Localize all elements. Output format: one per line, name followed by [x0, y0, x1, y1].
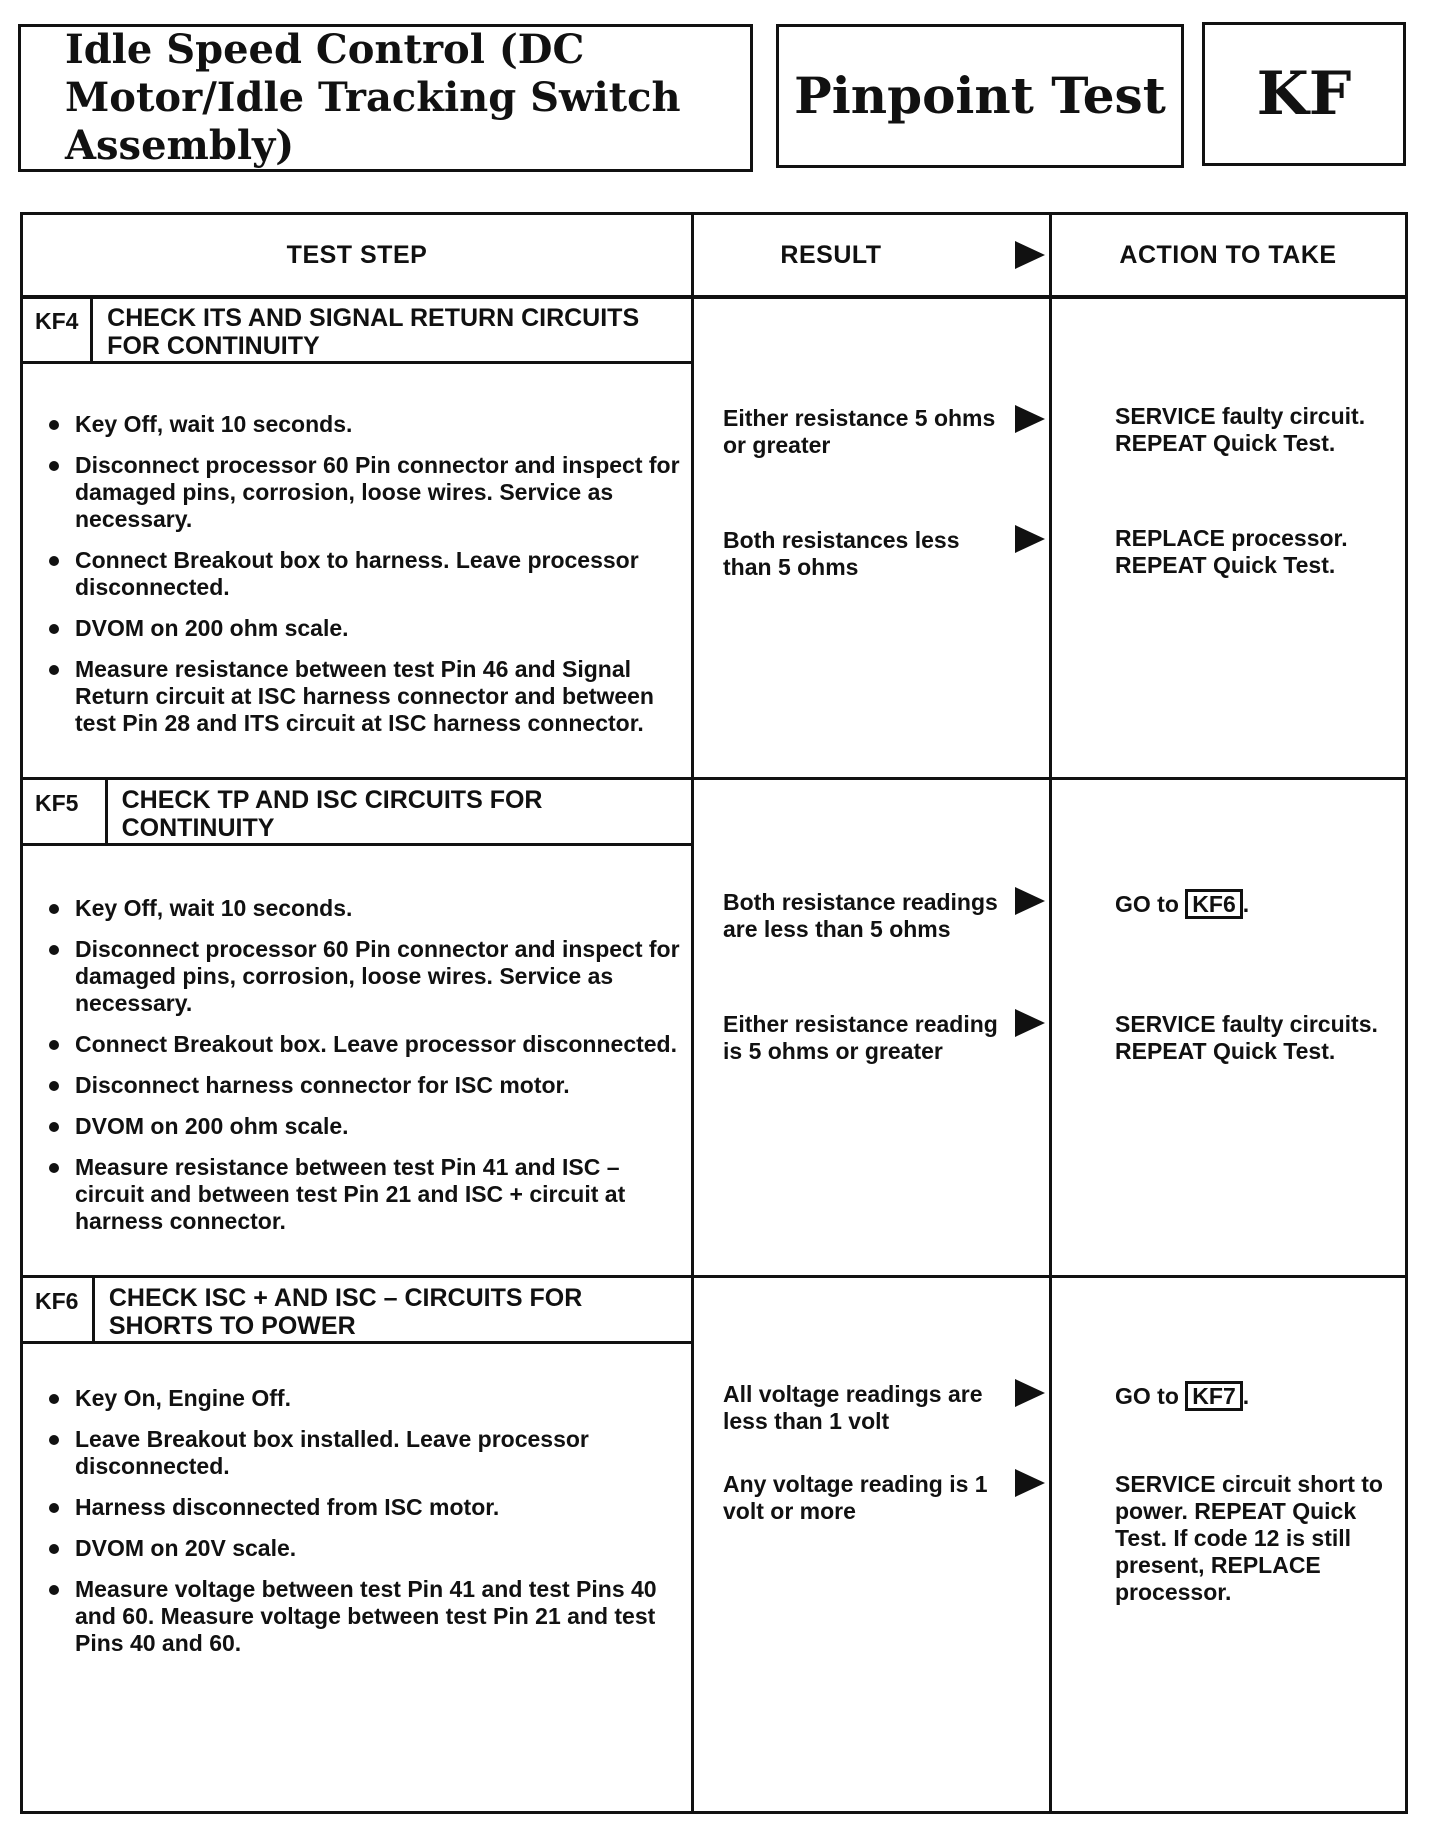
action-text: SERVICE circuit short to power. REPEAT Quick Test. If code 12 is still present, REPLACE processor. [1115, 1471, 1383, 1605]
instruction-item: Disconnect processor 60 Pin connector and inspect for damaged pins, corrosion, loose wires. Service as necessary. [45, 936, 681, 1017]
step-title: CHECK ISC + AND ISC – CIRCUITS FOR SHORTS TO POWER [108, 1284, 583, 1340]
step-title: CHECK TP AND ISC CIRCUITS FOR CONTINUITY [121, 786, 543, 842]
step-instructions-kf4 [45, 411, 681, 751]
arrow-icon [1015, 525, 1045, 553]
column-header-action: ACTION TO TAKE [1119, 240, 1337, 269]
column-header-result: RESULT [780, 240, 882, 269]
action-prefix: GO to [1115, 1383, 1179, 1409]
action-suffix: . [1242, 891, 1250, 917]
step-header-kf5 [23, 780, 691, 846]
instruction-item: Connect Breakout box. Leave processor disconnected. [45, 1031, 681, 1058]
action-prefix: GO to [1115, 891, 1179, 917]
pinpoint-test-label: Pinpoint Test [776, 24, 1184, 168]
test-table [20, 212, 1408, 1814]
arrow-icon [1015, 1009, 1045, 1037]
instruction-item: Key On, Engine Off. [45, 1385, 681, 1412]
instruction-item: Disconnect harness connector for ISC motor. [45, 1072, 681, 1099]
column-divider [1049, 215, 1052, 1811]
arrow-icon [1015, 1379, 1045, 1407]
result-text: Any voltage reading is 1 volt or more [723, 1471, 988, 1524]
instruction-item: Key Off, wait 10 seconds. [45, 411, 681, 438]
instruction-item: Disconnect processor 60 Pin connector and inspect for damaged pins, corrosion, loose wires. Service as necessary. [45, 452, 681, 533]
arrow-icon [1015, 887, 1045, 915]
action-text: SERVICE faulty circuit. REPEAT Quick Test. [1115, 403, 1366, 456]
action-go-to [1115, 889, 1405, 919]
action-go-to [1115, 1381, 1405, 1411]
header-arrow-icon [1015, 241, 1045, 269]
instruction-item: Connect Breakout box to harness. Leave processor disconnected. [45, 547, 681, 601]
step-header-kf6 [23, 1278, 691, 1344]
step-ref-kf7[interactable]: KF7 [1185, 1381, 1242, 1411]
result-text: All voltage readings are less than 1 volt [723, 1381, 983, 1434]
step-id: KF6 [23, 1278, 95, 1341]
step-header-kf4 [23, 298, 691, 364]
test-code: KF [1202, 22, 1406, 166]
result-text: Either resistance reading is 5 ohms or greater [723, 1011, 998, 1064]
instruction-item: DVOM on 20V scale. [45, 1535, 681, 1562]
result-text: Both resistance readings are less than 5 ohms [723, 889, 998, 942]
step-id: KF5 [23, 780, 108, 843]
action-suffix: . [1242, 1383, 1250, 1409]
instruction-item: Harness disconnected from ISC motor. [45, 1494, 681, 1521]
instruction-item: Measure resistance between test Pin 41 and ISC – circuit and between test Pin 21 and ISC + circuit at harness connector. [45, 1154, 681, 1235]
instruction-item: DVOM on 200 ohm scale. [45, 1113, 681, 1140]
result-text: Either resistance 5 ohms or greater [723, 405, 996, 458]
instruction-item: DVOM on 200 ohm scale. [45, 615, 681, 642]
instruction-item: Leave Breakout box installed. Leave processor disconnected. [45, 1426, 681, 1480]
action-text: SERVICE faulty circuits. REPEAT Quick Test. [1115, 1011, 1378, 1064]
step-instructions-kf5 [45, 895, 681, 1249]
step-id: KF4 [23, 298, 93, 361]
document-title: Idle Speed Control (DC Motor/Idle Tracking Switch Assembly) [18, 24, 753, 172]
step-title: CHECK ITS AND SIGNAL RETURN CIRCUITS FOR CONTINUITY [107, 304, 640, 360]
column-header-test-step: TEST STEP [286, 240, 428, 269]
step-instructions-kf6 [45, 1385, 681, 1671]
result-text: Both resistances less than 5 ohms [723, 527, 960, 580]
arrow-icon [1015, 405, 1045, 433]
instruction-item: Key Off, wait 10 seconds. [45, 895, 681, 922]
step-ref-kf6[interactable]: KF6 [1185, 889, 1242, 919]
instruction-item: Measure resistance between test Pin 46 and Signal Return circuit at ISC harness connector and between test Pin 28 and ITS circuit at ISC harness connector. [45, 656, 681, 737]
instruction-item: Measure voltage between test Pin 41 and test Pins 40 and 60. Measure voltage between test Pin 21 and test Pins 40 and 60. [45, 1576, 681, 1657]
arrow-icon [1015, 1469, 1045, 1497]
action-text: REPLACE processor. REPEAT Quick Test. [1115, 525, 1348, 578]
column-divider [691, 215, 694, 1811]
